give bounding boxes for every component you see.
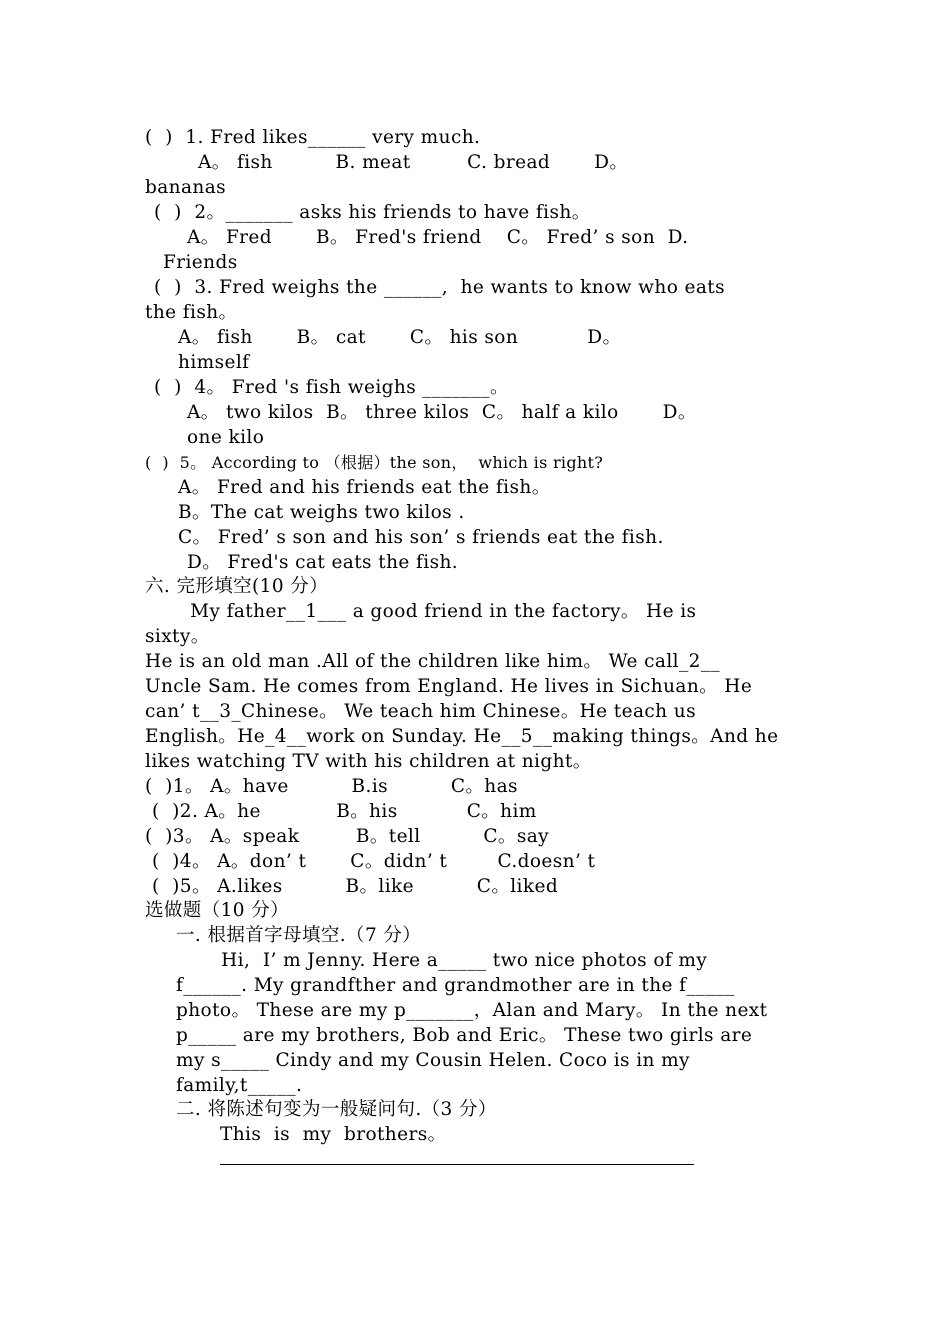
question-1-options: A。 fish B. meat C. bread D。 [198,152,629,173]
cloze-passage-line: can’ t__3_Chinese。 We teach him Chinese。He teach us [145,701,696,722]
cloze-option-row: ( )5。 A.likes B。like C。liked [152,876,559,897]
cloze-passage-line: He is an old man .All of the children like him。 We call_2__ [145,651,721,672]
question-5-option-d: D。 Fred's cat eats the fish. [187,552,459,573]
question-2: ( ) 2。_______ asks his friends to have fish。 [154,202,591,223]
question-4-options-cont: one kilo [187,427,265,448]
cloze-option-row: ( )3。 A。speak B。tell C。say [145,826,550,847]
part2-heading: 二. 将陈述句变为一般疑问句.（3 分） [176,1099,497,1120]
question-5: ( ) 5。 According to （根据）the son， which is right? [145,453,604,472]
question-2-options-cont: Friends [163,252,238,273]
part1-line: p_____ are my brothers, Bob and Eric。 These two girls are [176,1025,753,1046]
question-4: ( ) 4。 Fred 's fish weighs _______。 [154,377,509,398]
cloze-option-row: ( )4。 A。don’ t C。didn’ t C.doesn’ t [152,851,596,872]
cloze-passage-line: English。He_4__work on Sunday. He__5__making things。And he [145,726,779,747]
cloze-passage-line: likes watching TV with his children at night。 [145,751,592,772]
part1-line: my s_____ Cindy and my Cousin Helen. Coco is in my [176,1050,690,1071]
optional-heading: 选做题（10 分） [145,900,290,921]
part2-sentence: This is my brothers。 [220,1124,447,1145]
question-3-cont: the fish。 [145,302,238,323]
part1-line: Hi, I’ m Jenny. Here a_____ two nice photos of my [196,950,708,971]
part1-line: f______. My grandfther and grandmother are in the f_____ [176,975,735,996]
cloze-passage-line: Uncle Sam. He comes from England. He lives in Sichuan。 He [145,676,753,697]
cloze-passage-line: My father__1___ a good friend in the factory。 He is [165,601,697,622]
part1-line: family,t_____. [176,1075,303,1096]
cloze-heading: 六. 完形填空(10 分） [145,576,329,597]
question-1-options-cont: bananas [145,177,227,198]
question-3-options-cont: himself [178,352,250,373]
part1-heading: 一. 根据首字母填空.（7 分） [176,925,422,946]
question-5-option-c: C。 Fred’ s son and his son’ s friends eat the fish. [178,527,664,548]
question-5-option-b: B。The cat weighs two kilos . [178,502,465,523]
answer-blank-line [220,1164,694,1165]
question-3: ( ) 3. Fred weighs the ______, he wants to know who eats [154,277,726,298]
cloze-passage-line: sixty。 [145,626,210,647]
question-2-options: A。 Fred B。 Fred's friend C。 Fred’ s son D. [187,227,689,248]
question-1: ( ) 1. Fred likes______ very much. [145,127,481,148]
question-5-option-a: A。 Fred and his friends eat the fish。 [178,477,551,498]
cloze-option-row: ( )1。 A。have B.is C。has [145,776,518,797]
question-3-options: A。 fish B。 cat C。 his son D。 [178,327,622,348]
question-4-options: A。 two kilos B。 three kilos C。 half a kilo D。 [187,402,697,423]
cloze-option-row: ( )2. A。he B。his C。him [152,801,537,822]
part1-line: photo。 These are my p_______，Alan and Mary。 In the next [176,1000,768,1021]
